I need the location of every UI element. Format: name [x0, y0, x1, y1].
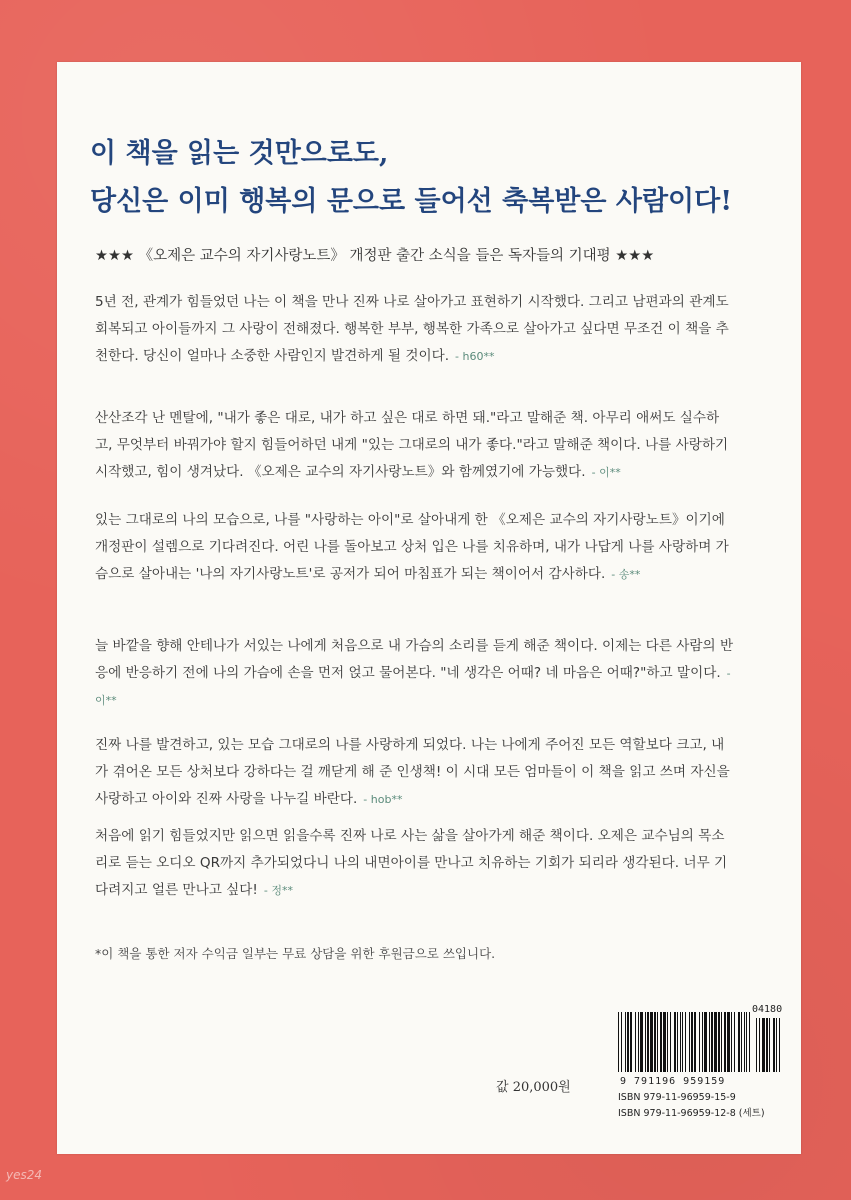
- review-signature: - 송**: [611, 568, 641, 581]
- barcode-bars: [614, 1010, 784, 1074]
- review-signature: - h60**: [455, 350, 495, 363]
- isbn-line-1: ISBN 979-11-96959-15-9: [618, 1092, 736, 1103]
- barcode-number: 9 791196 959159: [620, 1076, 726, 1087]
- review-item: [95, 633, 735, 714]
- review-item: [95, 823, 735, 904]
- review-text: 있는 그대로의 나의 모습으로, 나를 "사랑하는 아이"로 살아내게 한 《오제은 교수의 자기사랑노트》이기에 개정판이 설렘으로 기다려진다. 어린 나를 돌아보고 상처 입은 나를 치유하며, 내가 나답게 나를 사랑하며 가슴으로 살아내는 '나의 자기사랑노트'로 공저가 되어 마침표가 되는 책이어서 감사하다.: [95, 512, 729, 582]
- isbn-line-2: ISBN 979-11-96959-12-8 (세트): [618, 1108, 765, 1119]
- headline: [90, 130, 790, 226]
- review-signature: - 이**: [591, 466, 621, 479]
- review-text: 산산조각 난 멘탈에, "내가 좋은 대로, 내가 하고 싶은 대로 하면 돼."라고 말해준 책. 아무리 애써도 실수하고, 무엇부터 바꿔가야 할지 힘들어하던 내게 "있는 그대로의 내가 좋다."라고 말해준 책이다. 나를 사랑하기 시작했고, 힘이 생겨났다. 《오제은 교수의 자기사랑노트》와 함께였기에 가능했다.: [95, 410, 729, 480]
- review-item: [95, 732, 735, 813]
- price-label: 값 20,000원: [496, 1080, 571, 1095]
- review-signature: - hob**: [363, 793, 403, 806]
- review-text: 처음에 읽기 힘들었지만 읽으면 읽을수록 진짜 나로 사는 삶을 살아가게 해준 책이다. 오제은 교수님의 목소리로 듣는 오디오 QR까지 추가되었다니 나의 내면아이를 만나고 치유하는 기회가 되리라 생각된다. 너무 기다려지고 얼른 만나고 싶다!: [95, 828, 728, 898]
- reviews-subhead: ★★★ 《오제은 교수의 자기사랑노트》 개정판 출간 소식을 들은 독자들의 기대평 ★★★: [95, 248, 655, 264]
- headline-line-1: 이 책을 읽는 것만으로도,: [90, 138, 389, 169]
- review-text: 5년 전, 관계가 힘들었던 나는 이 책을 만나 진짜 나로 살아가고 표현하기 시작했다. 그리고 남편과의 관계도 회복되고 아이들까지 그 사랑이 전해졌다. 행복한 부부, 행복한 가족으로 살아가고 싶다면 무조건 이 책을 추천한다. 당신이 얼마나 소중한 사람인지 발견하게 될 것이다.: [95, 294, 729, 364]
- review-item: [95, 405, 735, 486]
- review-text: 늘 바깥을 향해 안테나가 서있는 나에게 처음으로 내 가슴의 소리를 듣게 해준 책이다. 이제는 다른 사람의 반응에 반응하기 전에 나의 가슴에 손을 먼저 얹고 물어본다. "네 생각은 어때? 네 마음은 어때?"하고 말이다.: [95, 638, 734, 681]
- review-signature: - 정**: [263, 884, 293, 897]
- review-text: 진짜 나를 발견하고, 있는 모습 그대로의 나를 사랑하게 되었다. 나는 나에게 주어진 모든 역할보다 크고, 내가 겪어온 모든 상처보다 강하다는 걸 깨닫게 해 준 인생책! 이 시대 모든 엄마들이 이 책을 읽고 쓰며 자신을 사랑하고 아이와 진짜 사랑을 나누길 바란다.: [95, 737, 730, 807]
- barcode-addon-number: 04180: [752, 1004, 783, 1015]
- review-item: [95, 507, 735, 588]
- donation-note: *이 책을 통한 저자 수익금 일부는 무료 상담을 위한 후원금으로 쓰입니다.: [95, 946, 496, 961]
- review-item: [95, 289, 735, 370]
- watermark-logo: yes24: [6, 1168, 43, 1182]
- headline-line-2: 당신은 이미 행복의 문으로 들어선 축복받은 사람이다!: [90, 186, 733, 217]
- review-signature: - 이**: [95, 667, 731, 707]
